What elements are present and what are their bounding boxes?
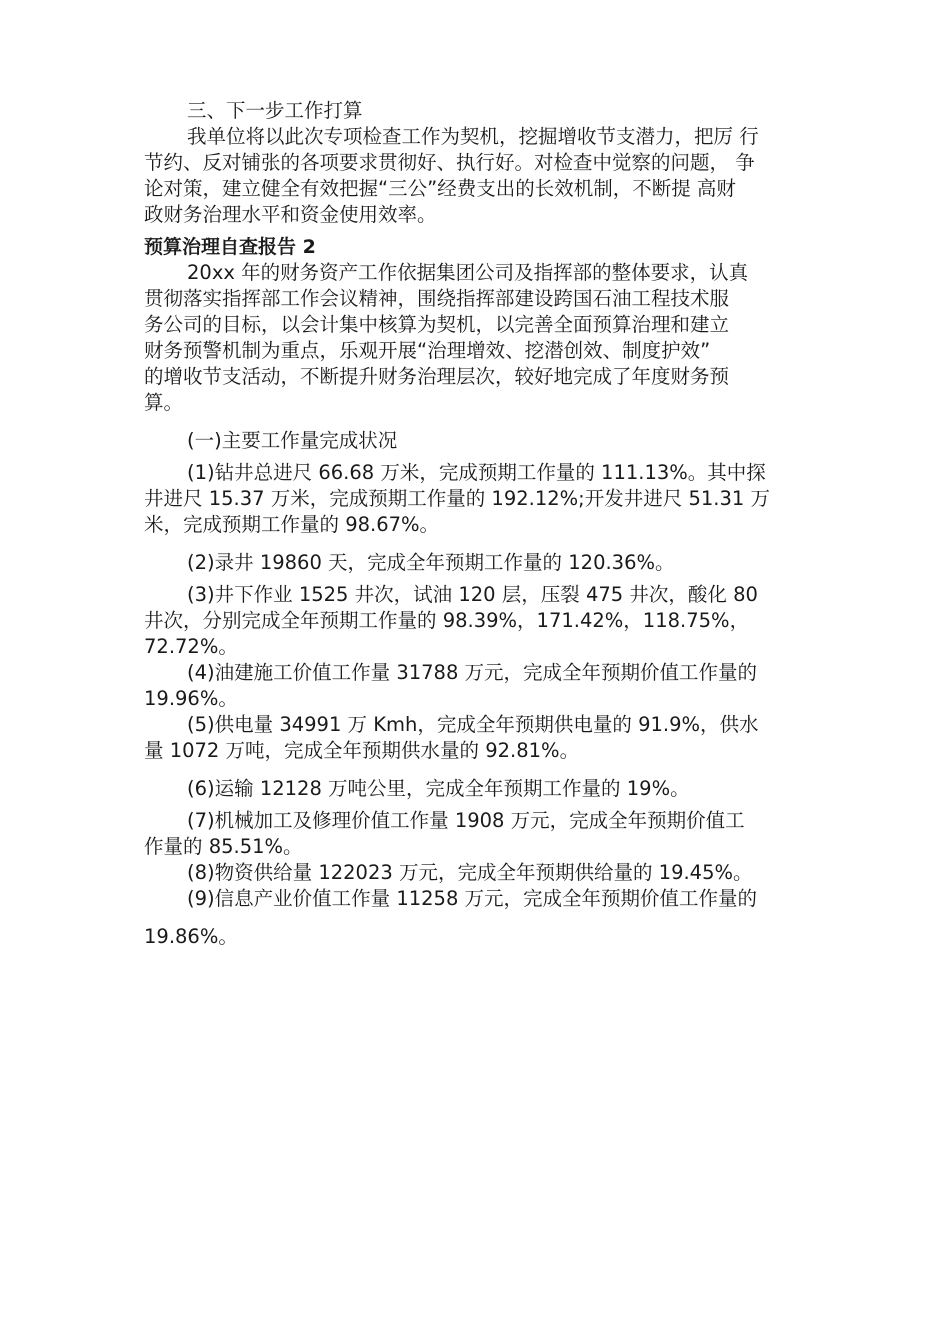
report-heading: 预算治理自查报告 2 <box>144 236 316 258</box>
paragraph-line: 务公司的目标，以会计集中核算为契机，以完善全面预算治理和建立 <box>144 313 730 336</box>
paragraph-line: 论对策，建立健全有效把握“三公”经费支出的长效机制，不断提 高财 <box>144 177 736 200</box>
list-item-line: 72.72%。 <box>144 635 238 658</box>
list-item-line: (9)信息产业价值工作量 11258 万元，完成全年预期价值工作量的 <box>187 887 758 910</box>
section-title: 三、下一步工作打算 <box>187 99 363 122</box>
list-item-line: 19.86%。 <box>144 925 238 948</box>
sub-heading: (一)主要工作量完成状况 <box>187 429 398 452</box>
paragraph-line: 的增收节支活动，不断提升财务治理层次，较好地完成了年度财务预 <box>144 365 730 388</box>
paragraph-line: 我单位将以此次专项检查工作为契机，挖掘增收节支潜力，把厉 行 <box>187 125 759 148</box>
paragraph-line: 贯彻落实指挥部工作会议精神，围绕指挥部建设跨国石油工程技术服 <box>144 287 730 310</box>
list-item-line: 井进尺 15.37 万米，完成预期工作量的 192.12%;开发井进尺 51.31 万 <box>144 487 770 510</box>
list-item-line: (3)井下作业 1525 井次，试油 120 层，压裂 475 井次，酸化 80 <box>187 583 758 606</box>
list-item-line: (5)供电量 34991 万 Kmh，完成全年预期供电量的 91.9%，供水 <box>187 713 759 736</box>
list-item-line: (4)油建施工价值工作量 31788 万元，完成全年预期价值工作量的 <box>187 661 758 684</box>
paragraph-line: 节约、反对铺张的各项要求贯彻好、执行好。对检查中觉察的问题， 争 <box>144 151 755 174</box>
list-item-line: 量 1072 万吨，完成全年预期供水量的 92.81%。 <box>144 739 580 762</box>
paragraph-line: 政财务治理水平和资金使用效率。 <box>144 203 437 226</box>
list-item-line: (7)机械加工及修理价值工作量 1908 万元，完成全年预期价值工 <box>187 809 745 832</box>
list-item-line: (2)录井 19860 天，完成全年预期工作量的 120.36%。 <box>187 551 675 574</box>
list-item-line: (8)物资供给量 122023 万元，完成全年预期供给量的 19.45%。 <box>187 861 753 884</box>
paragraph-line: 算。 <box>144 391 184 414</box>
list-item-line: (6)运输 12128 万吨公里，完成全年预期工作量的 19%。 <box>187 777 690 800</box>
list-item-line: 米，完成预期工作量的 98.67%。 <box>144 513 440 536</box>
document-page <box>144 98 816 950</box>
list-item-line: 井次，分别完成全年预期工作量的 98.39%，171.42%，118.75%， <box>144 609 750 632</box>
paragraph-line: 20xx 年的财务资产工作依据集团公司及指挥部的整体要求，认真 <box>187 261 749 284</box>
list-item-line: 19.96%。 <box>144 687 238 710</box>
list-item-line: (1)钻井总进尺 66.68 万米，完成预期工作量的 111.13%。其中探 <box>187 461 766 484</box>
list-item-line: 作量的 85.51%。 <box>144 835 303 858</box>
paragraph-line: 财务预警机制为重点，乐观开展“治理增效、挖潜创效、制度护效” <box>144 339 711 362</box>
